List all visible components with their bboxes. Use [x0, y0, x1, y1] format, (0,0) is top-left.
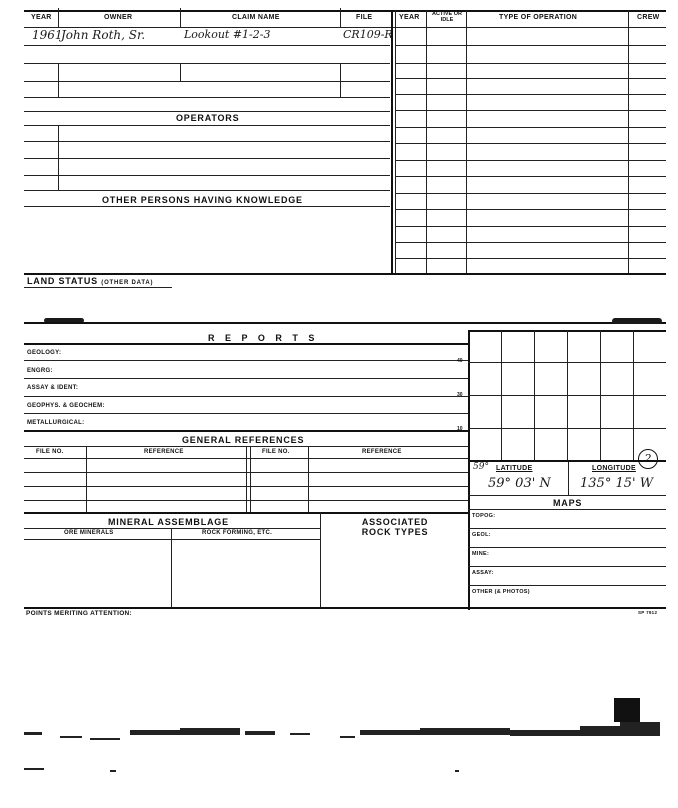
col-divider	[180, 8, 181, 28]
row-line	[395, 110, 666, 111]
row-line	[24, 206, 390, 207]
report-row-assay: ASSAY & IDENT:	[27, 385, 79, 391]
maps-row-assay: ASSAY:	[472, 570, 494, 576]
report-row-geophys: GEOPHYS. & GEOCHEM:	[27, 403, 105, 409]
col-divider	[340, 63, 341, 97]
land-status-label: LAND STATUS	[27, 276, 98, 286]
ink-smudge	[612, 318, 662, 324]
row-line	[24, 396, 468, 397]
other-persons-title: OTHER PERSONS HAVING KNOWLEDGE	[102, 195, 303, 205]
header-year: YEAR	[31, 14, 52, 21]
col-divider	[58, 125, 59, 190]
general-references-title: GENERAL REFERENCES	[182, 435, 305, 445]
operators-title: OPERATORS	[176, 113, 240, 123]
latitude-label: LATITUDE	[496, 465, 533, 472]
row-line	[468, 585, 666, 586]
row-line	[468, 509, 666, 510]
col-divider	[308, 446, 309, 512]
col-divider	[628, 10, 629, 274]
row-line	[24, 158, 390, 159]
maps-row-topog: TOPOG:	[472, 513, 496, 519]
header-claim-name: CLAIM NAME	[232, 14, 280, 21]
grid-line	[468, 395, 666, 396]
ref-col-file-no-1: FILE NO.	[36, 449, 64, 455]
grid-line	[468, 362, 666, 363]
maps-row-geol: GEOL:	[472, 532, 491, 538]
underline	[24, 287, 172, 288]
row-line	[395, 193, 666, 194]
points-meriting-attention: POINTS MERITING ATTENTION:	[26, 610, 133, 617]
col-divider	[171, 528, 172, 607]
report-row-metallurgical: METALLURGICAL:	[27, 420, 85, 426]
header-year-right: YEAR	[399, 14, 420, 21]
top-section-bottom	[24, 273, 666, 275]
land-status-title	[27, 276, 153, 286]
header-crew: CREW	[637, 14, 660, 21]
main-divider	[391, 10, 393, 274]
entry-file: CR109-R	[343, 28, 393, 41]
entry-claim-name: Lookout #1-2-3	[184, 28, 271, 41]
grid-line	[468, 428, 666, 429]
mineral-assemblage-title: MINERAL ASSEMBLAGE	[108, 517, 229, 527]
land-status-sub: (OTHER DATA)	[101, 280, 154, 286]
col-divider	[180, 63, 181, 81]
longitude-label: LONGITUDE	[592, 465, 636, 472]
row-line	[24, 190, 390, 191]
circled-number: 2	[638, 449, 658, 469]
row-line	[24, 528, 320, 529]
row-line	[395, 127, 666, 128]
row-line	[395, 63, 666, 64]
row-line	[468, 566, 666, 567]
col-divider	[426, 10, 427, 274]
row-line	[24, 343, 468, 345]
col-divider	[58, 63, 59, 97]
col-divider	[250, 446, 251, 512]
ref-col-reference-2: REFERENCE	[362, 449, 402, 455]
scan-noise	[0, 690, 678, 780]
row-line	[395, 242, 666, 243]
row-line	[24, 413, 468, 414]
maps-title: MAPS	[553, 498, 583, 508]
main-divider-inner	[395, 10, 396, 274]
associated-rock-types-title: ASSOCIATED ROCK TYPES	[361, 517, 429, 537]
row-line	[24, 360, 468, 361]
mineral-col-rock-forming: ROCK FORMING, ETC.	[202, 530, 273, 536]
row-line	[468, 495, 666, 496]
entry-year: 1961	[32, 28, 63, 42]
col-divider	[58, 8, 59, 28]
row-line	[24, 45, 390, 46]
report-row-engrg: ENGRG:	[27, 368, 53, 374]
row-line	[24, 430, 468, 432]
bottom-frame-line	[24, 607, 666, 609]
col-divider	[568, 462, 569, 495]
col-divider	[340, 8, 341, 28]
header-owner: OWNER	[104, 14, 133, 21]
land-status-bottom	[24, 322, 666, 324]
row-line	[24, 378, 468, 379]
row-line	[24, 175, 390, 176]
col-divider	[86, 446, 87, 512]
row-line	[468, 528, 666, 529]
latitude-prefix: 59°	[473, 462, 489, 472]
col-divider	[466, 10, 467, 274]
row-line	[24, 81, 390, 82]
row-line	[395, 94, 666, 95]
row-line	[395, 209, 666, 210]
ref-col-reference-1: REFERENCE	[144, 449, 184, 455]
maps-row-other: OTHER (& PHOTOS)	[472, 589, 530, 595]
report-number: 10	[457, 426, 463, 432]
report-number: 40	[457, 358, 463, 364]
row-line	[395, 78, 666, 79]
report-number: 30	[457, 392, 463, 398]
col-divider	[320, 512, 321, 607]
row-line	[24, 141, 390, 142]
latitude-value: 59° 03' N	[488, 476, 551, 491]
entry-owner: John Roth, Sr.	[61, 28, 146, 42]
row-line	[24, 97, 390, 98]
longitude-value: 135° 15' W	[580, 476, 654, 491]
col-divider	[246, 446, 247, 512]
grid-bottom	[468, 460, 666, 462]
row-line	[395, 45, 666, 46]
ref-col-file-no-2: FILE NO.	[262, 449, 290, 455]
report-row-geology: GEOLOGY:	[27, 350, 62, 356]
row-line	[395, 143, 666, 144]
row-line	[24, 125, 390, 126]
top-border	[24, 10, 666, 12]
form-code: SP 7912	[638, 610, 658, 615]
reports-right-border	[468, 330, 470, 610]
row-line	[395, 160, 666, 161]
row-line	[24, 63, 390, 64]
row-line	[24, 111, 390, 112]
row-line	[395, 258, 666, 259]
header-file: FILE	[356, 14, 373, 21]
row-line	[24, 512, 468, 514]
row-line	[395, 226, 666, 227]
row-line	[468, 547, 666, 548]
header-type-of-operation: TYPE OF OPERATION	[499, 14, 578, 21]
header-active-idle: ACTIVE OR IDLE	[432, 11, 462, 23]
row-line	[395, 176, 666, 177]
reports-title: R E P O R T S	[208, 333, 319, 343]
mineral-col-ore: ORE MINERALS	[64, 530, 114, 536]
maps-row-mine: MINE:	[472, 551, 490, 557]
row-line	[24, 539, 320, 540]
